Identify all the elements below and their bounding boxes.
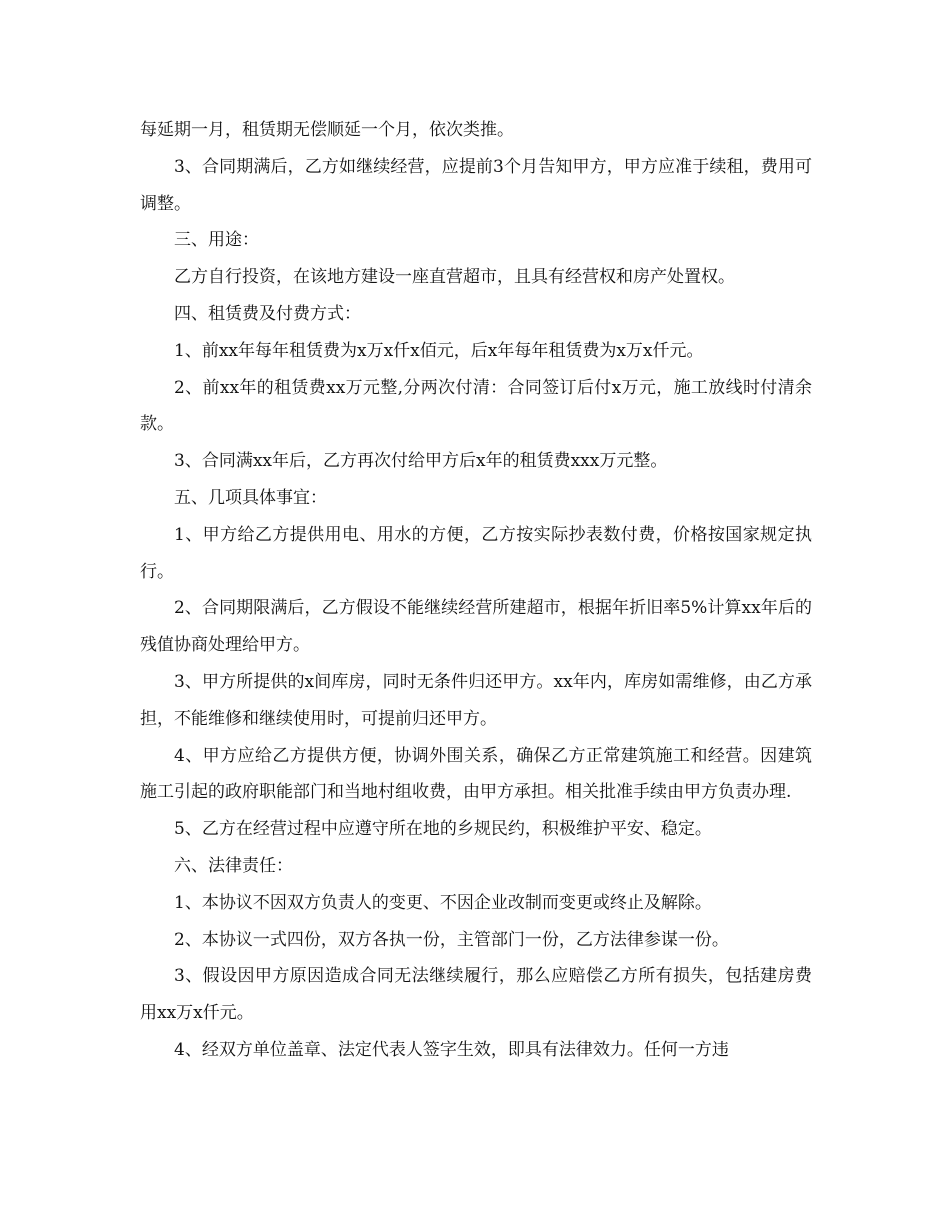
paragraph: 4、经双方单位盖章、法定代表人签字生效，即具有法律效力。任何一方违 (174, 1039, 729, 1060)
paragraph: 5、乙方在经营过程中应遵守所在地的乡规民约，积极维护平安、稳定。 (174, 819, 712, 840)
paragraph: 乙方自行投资，在该地方建设一座直营超市，且具有经营权和房产处置权。 (174, 267, 735, 288)
paragraph: 每延期一月，租赁期无偿顺延一个月，依次类推。 (140, 120, 514, 140)
paragraph: 4、甲方应给乙方提供方便，协调外围关系，确保乙方正常建筑施工和经营。因建筑施工引起的政府职能部门和当地村组收费，由甲方承担。相关批准手续由甲方负责办理. (140, 745, 812, 803)
paragraph: 六、法律责任： (174, 855, 293, 876)
paragraph: 三、用途： (174, 230, 259, 251)
document-body (140, 112, 812, 1069)
paragraph: 3、甲方所提供的x间库房，同时无条件归还甲方。xx年内，库房如需维修，由乙方承担，不能维修和继续使用时，可提前归还甲方。 (140, 671, 812, 729)
paragraph: 1、前xx年每年租赁费为x万x仟x佰元，后x年每年租赁费为x万x仟元。 (174, 340, 704, 361)
paragraph: 2、合同期限满后，乙方假设不能继续经营所建超市，根据年折旧率5%计算xx年后的残值协商处理给甲方。 (140, 598, 812, 656)
paragraph: 3、合同满xx年后，乙方再次付给甲方后x年的租赁费xxx万元整。 (174, 451, 668, 472)
paragraph: 五、几项具体事宜： (174, 487, 327, 508)
paragraph: 四、租赁费及付费方式： (174, 303, 361, 324)
paragraph: 1、甲方给乙方提供用电、用水的方便，乙方按实际抄表数付费，价格按国家规定执行。 (140, 524, 812, 582)
paragraph: 2、本协议一式四份，双方各执一份，主管部门一份，乙方法律参谋一份。 (174, 929, 729, 950)
paragraph: 2、前xx年的租赁费xx万元整,分两次付清：合同签订后付x万元，施工放线时付清余款。 (140, 377, 812, 435)
paragraph: 3、假设因甲方原因造成合同无法继续履行，那么应赔偿乙方所有损失，包括建房费用xx万x仟元。 (140, 966, 812, 1024)
paragraph: 3、合同期满后，乙方如继续经营，应提前3个月告知甲方，甲方应准于续租，费用可调整。 (140, 156, 812, 214)
paragraph: 1、本协议不因双方负责人的变更、不因企业改制而变更或终止及解除。 (174, 892, 712, 913)
